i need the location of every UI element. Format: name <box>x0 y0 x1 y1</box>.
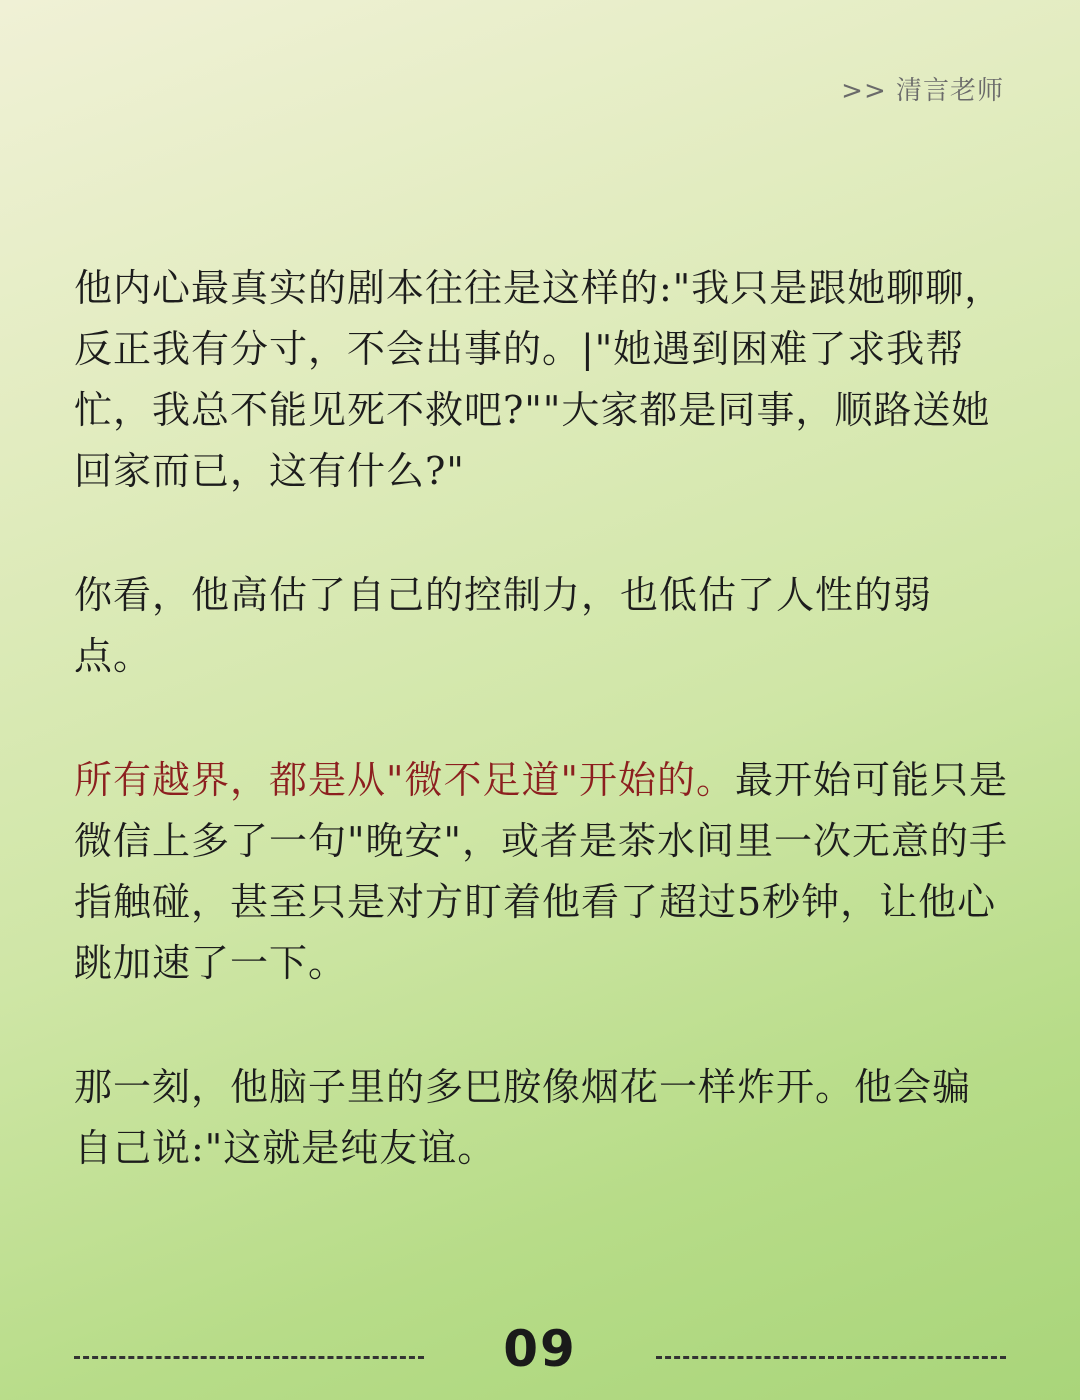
dashed-divider-right <box>656 1356 1006 1359</box>
paragraph-3 <box>74 750 1008 994</box>
paragraph-4: 那一刻，他脑子里的多巴胺像烟花一样炸开。他会骗自己说:"这就是纯友谊。 <box>74 1065 972 1170</box>
highlighted-sentence: 所有越界，都是从"微不足道"开始的。 <box>74 758 735 802</box>
page-footer <box>0 1320 1080 1380</box>
article-body <box>74 258 1008 1179</box>
page-number: 09 <box>503 1320 577 1378</box>
paragraph-2: 你看，他高估了自己的控制力，也低估了人性的弱点。 <box>74 573 933 678</box>
paragraph-1: 他内心最真实的剧本往往是这样的:"我只是跟她聊聊，反正我有分寸，不会出事的。|"她遇到困难了求我帮忙，我总不能见死不救吧?""大家都是同事，顺路送她回家而已，这有什么?" <box>74 266 1004 493</box>
paragraph-3-text: 最开始可能只是微信上多了一句"晚安"，或者是茶水间里一次无意的手指触碰，甚至只是对方盯着他看了超过5秒钟，让他心跳加速了一下。 <box>74 758 1008 985</box>
author-tag: >> 清言老师 <box>841 76 1004 106</box>
